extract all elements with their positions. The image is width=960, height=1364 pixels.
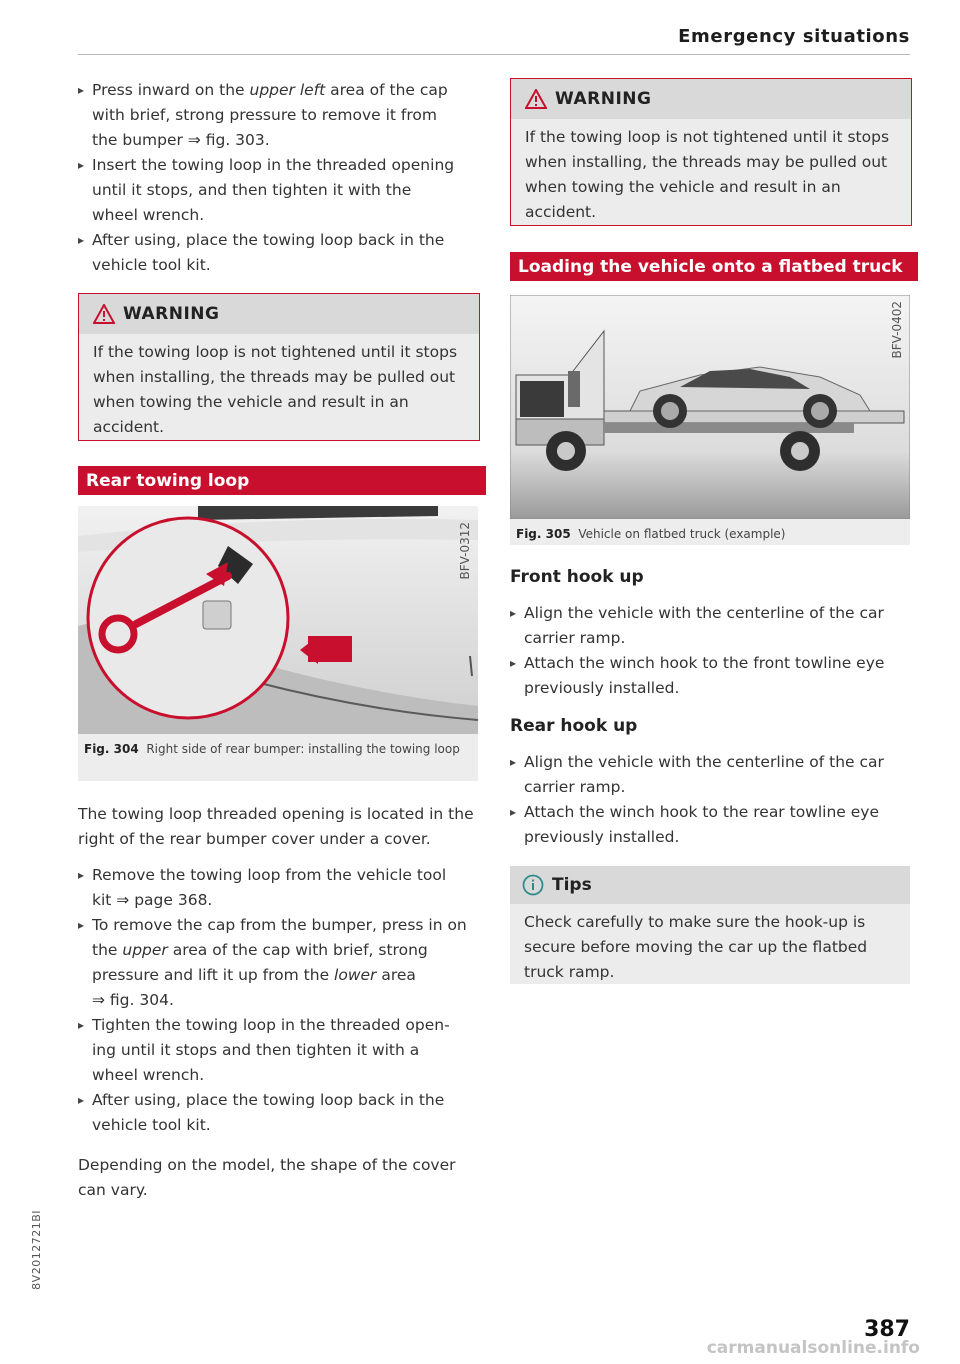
outro-paragraph: Depending on the model, the shape of the cover can vary.: [78, 1156, 456, 1199]
warning-title: WARNING: [123, 304, 220, 324]
bullet-item: ▸ To remove the cap from the bumper, press in on the upper area of the cap with brief, strong pressure and lift it up from the lower area ⇒ fig. 304.: [78, 913, 478, 1013]
warning-text: If the towing loop is not tightened until it stops when installing, the threads may be pulled out when towing the vehicle and result in an accident.: [93, 343, 458, 436]
page-number: 387: [864, 1317, 910, 1342]
watermark: carmanualsonline.info: [706, 1338, 920, 1358]
document-id: 8V2012721BI: [30, 1210, 43, 1290]
warning-triangle-icon: [525, 89, 547, 109]
front-hook-bullets: [510, 601, 910, 701]
left-top-bullets: [78, 78, 478, 278]
subheading-rear-hook-up: Rear hook up: [510, 716, 638, 736]
warning-triangle-icon: [93, 304, 115, 324]
figure-code: BFV-0312: [458, 522, 472, 580]
tips-box: [510, 866, 910, 984]
figure-caption: Fig. 304 Right side of rear bumper: installing the towing loop: [84, 742, 460, 756]
section-title-flatbed: Loading the vehicle onto a flatbed truck: [510, 252, 918, 281]
warning-header: [79, 294, 479, 334]
warning-box-right: [510, 78, 912, 226]
figure-caption: Fig. 305 Vehicle on flatbed truck (example): [516, 527, 786, 541]
subheading-front-hook-up: Front hook up: [510, 567, 644, 587]
running-header: Emergency situations: [678, 26, 910, 47]
figure-305: [510, 295, 910, 545]
figure-code: BFV-0402: [890, 301, 904, 359]
bullet-item: ▸ Align the vehicle with the centerline of the car carrier ramp.: [510, 601, 910, 651]
bullet-item: ▸ Attach the winch hook to the front towline eye previously installed.: [510, 651, 910, 701]
rear-hook-bullets: [510, 750, 910, 850]
tips-header: [510, 866, 910, 904]
bullet-item: ▸ Align the vehicle with the centerline of the car carrier ramp.: [510, 750, 910, 800]
bullet-item: ▸ After using, place the towing loop back in the vehicle tool kit.: [78, 228, 478, 278]
warning-title: WARNING: [555, 89, 652, 109]
bullet-item: ▸ Attach the winch hook to the rear towline eye previously installed.: [510, 800, 910, 850]
bullet-item: ▸ Insert the towing loop in the threaded opening until it stops, and then tighten it with the wheel wrench.: [78, 153, 478, 228]
header-rule: [78, 54, 910, 55]
tips-text: Check carefully to make sure the hook-up is secure before moving the car up the flatbed truck ramp.: [524, 913, 868, 981]
bullet-item: ▸ Remove the towing loop from the vehicle tool kit ⇒ page 368.: [78, 863, 478, 913]
section-title-rear-towing-loop: Rear towing loop: [78, 466, 486, 495]
warning-text: If the towing loop is not tightened until it stops when installing, the threads may be pulled out when towing the vehicle and result in an accident.: [525, 128, 890, 221]
rear-bumper-towing-loop-illustration: [78, 506, 478, 734]
tips-title: Tips: [552, 875, 592, 895]
warning-box-left: [78, 293, 480, 441]
warning-header: [511, 79, 911, 119]
bullet-item: ▸ After using, place the towing loop back in the vehicle tool kit.: [78, 1088, 478, 1138]
bullet-item: ▸ Press inward on the upper left area of the cap with brief, strong pressure to remove it from the bumper ⇒ fig. 303.: [78, 78, 478, 153]
intro-paragraph: The towing loop threaded opening is located in the right of the rear bumper cover under a cover.: [78, 805, 474, 848]
left-bullets: [78, 863, 478, 1138]
figure-304: [78, 506, 478, 781]
bullet-item: ▸ Tighten the towing loop in the threaded open- ing until it stops and then tighten it with a wheel wrench.: [78, 1013, 478, 1088]
flatbed-truck-illustration: [510, 295, 910, 519]
info-circle-icon: [522, 874, 544, 896]
